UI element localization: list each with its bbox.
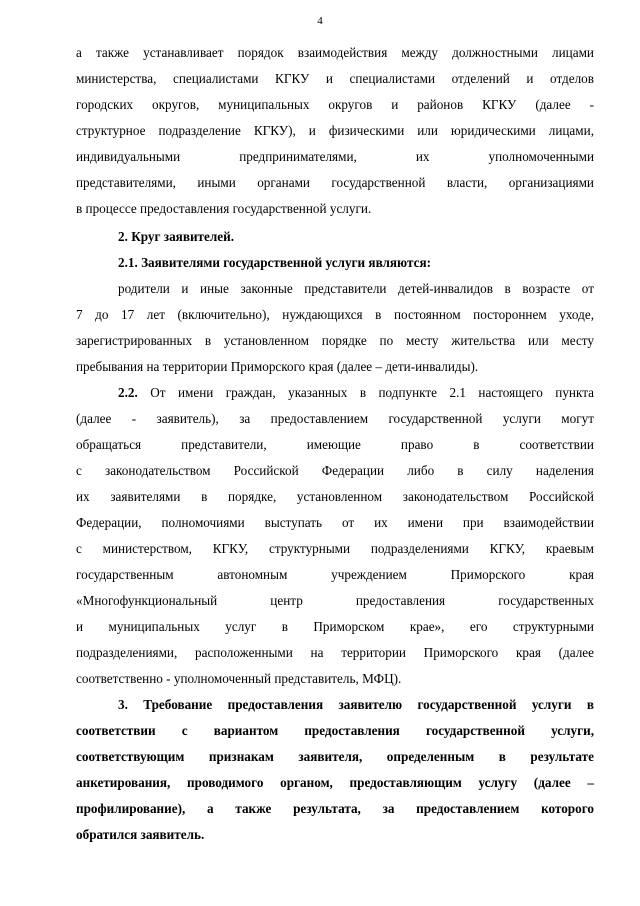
text-line: (далее - заявитель), за предоставлением государственной услуги могут bbox=[76, 411, 594, 426]
text-line: 3. Требование предоставления заявителю государственной услуги в bbox=[118, 697, 594, 712]
paragraph-intro bbox=[76, 40, 594, 222]
clause-number: 2.2. bbox=[118, 385, 138, 400]
text-line: обращаться представители, имеющие право в соответствии bbox=[76, 437, 594, 452]
subsection-heading: 2.1. Заявителями государственной услуги являются: bbox=[118, 255, 431, 270]
text-line: индивидуальными предпринимателями, их уполномоченными bbox=[76, 149, 594, 164]
text-line: государственным автономным учреждением Приморского края bbox=[76, 567, 594, 582]
text-line: в процессе предоставления государственной услуги. bbox=[76, 201, 372, 216]
text-line: соответственно - уполномоченный представитель, МФЦ). bbox=[76, 671, 402, 686]
text-line: соответствующим признакам заявителя, определенным в результате bbox=[76, 749, 594, 764]
text-line: профилирование), а также результата, за предоставлением которого bbox=[76, 801, 594, 816]
section-2 bbox=[76, 224, 594, 276]
text-line: анкетирования, проводимого органом, предоставляющим услугу (далее – bbox=[76, 775, 594, 790]
text-line: министерства, специалистами КГКУ и специалистами отделений и отделов bbox=[76, 71, 594, 86]
page-number: 4 bbox=[317, 15, 323, 27]
text-line: с министерством, КГКУ, структурными подразделениями КГКУ, краевым bbox=[76, 541, 594, 556]
text-line bbox=[76, 380, 594, 406]
text-line: и муниципальных услуг в Приморском крае», его структурными bbox=[76, 619, 594, 634]
text-line: с законодательством Российской Федерации либо в силу наделения bbox=[76, 463, 594, 478]
paragraph-representatives bbox=[76, 380, 594, 692]
paragraph-applicants bbox=[76, 276, 594, 380]
text-line: «Многофункциональный центр предоставления государственных bbox=[76, 593, 594, 608]
text-line: а также устанавливает порядок взаимодействия между должностными лицами bbox=[76, 45, 594, 60]
text-line: их заявителями в порядке, установленном законодательством Российской bbox=[76, 489, 594, 504]
text-line: соответствии с вариантом предоставления государственной услуги, bbox=[76, 723, 594, 738]
text-line: структурное подразделение КГКУ), и физическими или юридическими лицами, bbox=[76, 123, 594, 138]
text-line: представителями, иными органами государственной власти, организациями bbox=[76, 175, 594, 190]
section-3 bbox=[76, 692, 594, 848]
text-line: Федерации, полномочиями выступать от их имени при взаимодействии bbox=[76, 515, 594, 530]
text-line: 7 до 17 лет (включительно), нуждающихся в постоянном постороннем уходе, bbox=[76, 307, 594, 322]
text-line: зарегистрированных в установленном порядке по месту жительства или месту bbox=[76, 333, 594, 348]
text-fragment: От имени граждан, указанных в подпункте 2.1 настоящего пункта bbox=[150, 385, 595, 400]
text-line: подразделениями, расположенными на территории Приморского края (далее bbox=[76, 645, 594, 660]
text-line: обратился заявитель. bbox=[76, 827, 205, 842]
text-line: городских округов, муниципальных округов и районов КГКУ (далее - bbox=[76, 97, 594, 112]
section-heading: 2. Круг заявителей. bbox=[118, 229, 235, 244]
text-line: родители и иные законные представители детей-инвалидов в возрасте от bbox=[118, 281, 594, 296]
text-line: пребывания на территории Приморского края (далее – дети-инвалиды). bbox=[76, 359, 479, 374]
